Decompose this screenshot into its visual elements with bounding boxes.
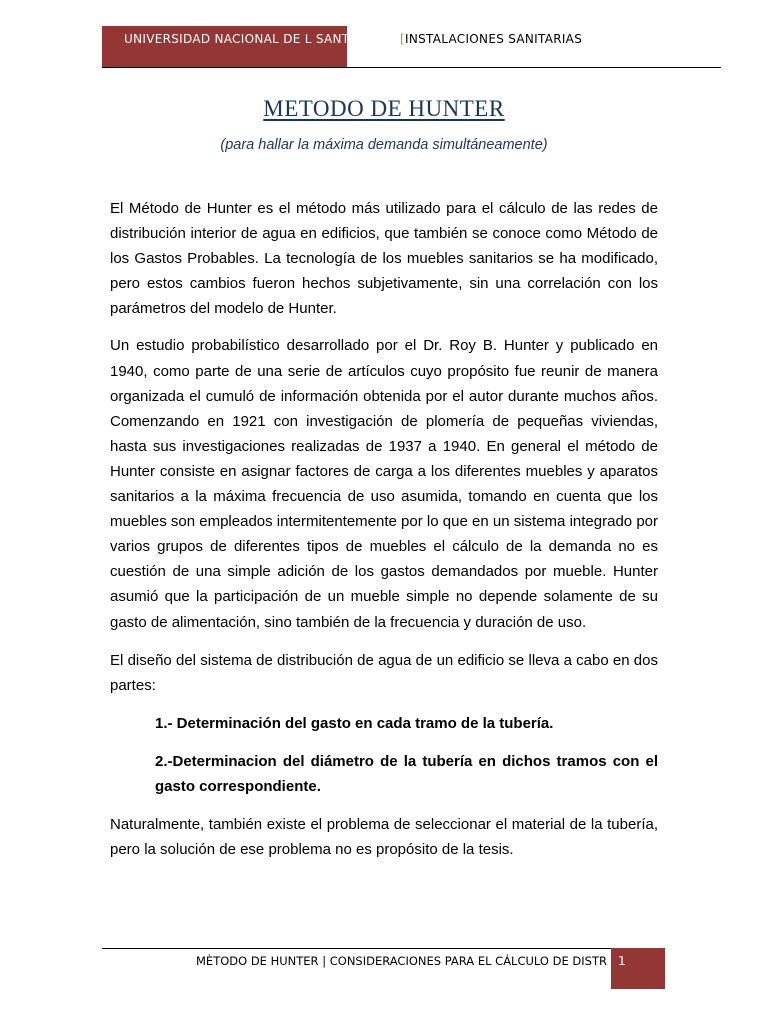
- list-item-2: 2.-Determinacion del diámetro de la tubería en dichos tramos con el gasto correspondiente.: [155, 752, 658, 795]
- page-number: 1: [618, 954, 626, 968]
- university-name: UNIVERSIDAD NACIONAL DE L SANTA: [124, 32, 357, 46]
- page-title: METODO DE HUNTER: [263, 96, 505, 121]
- header-bracket: [: [400, 32, 405, 46]
- course-name: [400, 32, 582, 46]
- paragraph-closing: Naturalmente, también existe el problema de seleccionar el material de la tubería, pero la solución de ese problema no es propósito de la tesis.: [110, 816, 658, 859]
- paragraph-intro: El Método de Hunter es el método más utilizado para el cálculo de las redes de distribución interior de agua en edificios, que también se conoce como Método de los Gastos Probables. La tecnología de los muebles sanitarios se ha modificado, pero estos cambios fueron hechos subjetivamente, sin una correlación con los parámetros del modelo de Hunter.: [110, 200, 658, 318]
- page-subtitle: (para hallar la máxima demanda simultáneamente): [220, 137, 548, 153]
- document-body: [110, 196, 658, 875]
- course-label: INSTALACIONES SANITARIAS: [404, 32, 583, 46]
- paragraph-study: Un estudio probabilístico desarrollado por el Dr. Roy B. Hunter y publicado en 1940, como parte de una serie de artículos cuyo propósito fue reunir de manera organizada el cumuló de información obtenida por el autor durante muchos años. Comenzando en 1921 con investigación de plomería de pequeñas viviendas, hasta sus investigaciones realizadas de 1937 a 1940. En general el método de Hunter consiste en asignar factores de carga a los diferentes muebles y aparatos sanitarios a la máxima frecuencia de uso asumida, tomando en cuenta que los muebles son empleados intermitentemente por lo que en un sistema integrado por varios grupos de diferentes tipos de muebles el cálculo de la demanda no es cuestión de una simple adición de los gastos demandados por mueble. Hunter asumió que la participación de un mueble simple no depende solamente de su gasto de alimentación, sino también de la frecuencia y duración de uso.: [110, 337, 658, 631]
- footer-rule: [102, 948, 622, 949]
- header-rule: [102, 67, 721, 68]
- footer-text: MÈTODO DE HUNTER | CONSIDERACIONES PARA EL CÁLCULO DE DISTR: [196, 954, 607, 968]
- list-item-1: 1.- Determinación del gasto en cada tramo de la tubería.: [155, 714, 554, 732]
- paragraph-design: El diseño del sistema de distribución de agua de un edificio se lleva a cabo en dos partes:: [110, 651, 658, 694]
